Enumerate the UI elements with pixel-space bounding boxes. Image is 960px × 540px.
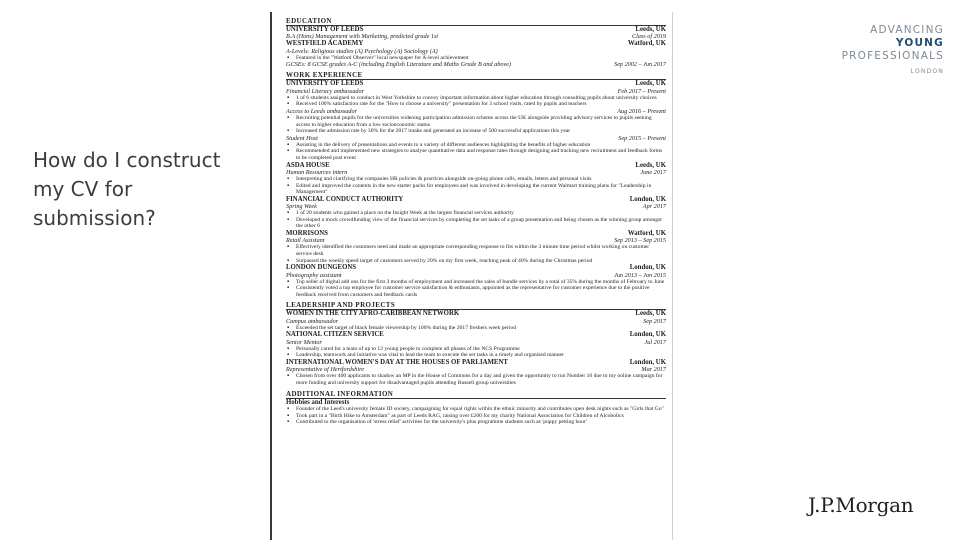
cv-entry-location: Leeds, UK [635,80,666,88]
cv-entry-header [286,40,666,47]
cv-bullet-point: ▪ Edited and improved the contents in the new starter packs for employees and was involved in developing the current Walmart training plans for "Leadership in Management" [286,183,666,196]
cv-entry-subheader [286,48,666,55]
cv-entry-header [286,26,666,33]
cv-entry-date: Aug 2016 – Present [617,108,666,115]
logo-line-professionals: PROFESSIONALS [841,50,944,62]
cv-entry-date: Sep 2002 – Jun 2017 [614,61,666,69]
cv-entry-role: Senior Mentor [286,338,322,346]
cv-entry-role: Human Resources intern [286,168,348,176]
cv-content [272,12,672,426]
cv-entry-role: GCSEs: 8 GCSE grades A-C (including English Literature and Maths Grade B and above) [286,61,511,69]
cv-entry-date: Sep 2013 – Sep 2015 [614,237,666,245]
cv-entry-subheader [286,169,666,176]
cv-entry-location: London, UK [629,331,666,339]
cv-bullet-point: ▪ Took part in a "Birth Hike to Amsterdam" as part of Leeds RAG, raising over £200 for my charity National Association for Children of Alcoholics [286,413,666,420]
cv-entry-subheader [286,135,666,142]
cv-entry-role: Student Host [286,134,318,142]
cv-entry-organisation: Hobbies and Interests [286,398,350,406]
cv-entry-header [286,310,666,317]
cv-bullet-point: ▪ Founder of the Leed's university female ID society, campaigning for equal rights within the ethnic minority and contributes open desk nights such as "Girls that Go" [286,406,666,413]
cv-entry-role: Photography assistant [286,271,342,279]
cv-entry-organisation: ASDA HOUSE [286,161,330,169]
cv-entry-role: Campus ambassador [286,317,339,325]
cv-entry-date: Mar 2017 [641,366,666,374]
cv-entry-location: Watford, UK [627,40,666,48]
cv-entry-location: Leeds, UK [635,161,666,169]
cv-bullet-point: ▪ Recommended and implemented new strategies to analyse quantitative data and response rates through designing and tracking new recruitment and feedback forms to be completed post event [286,148,666,161]
cv-entry-organisation: WOMEN IN THE CITY AFRO-CARIBBEAN NETWORK [286,310,460,318]
cv-entry-organisation: FINANCIAL CONDUCT AUTHORITY [286,195,404,203]
cv-entry-header [286,399,666,406]
cv-entry-role: Retail Assistant [286,237,325,245]
cv-entry-date: Sep 2015 – Present [618,134,666,142]
cv-bullet-point: ▪ Received 100% satisfaction rate for the "How to choose a university" presentation for 3 school visits, rated by pupils and teachers [286,101,666,108]
cv-entry-location: London, UK [629,264,666,272]
cv-bullet-point: ▪ Leadership, teamwork and initiative was vital to lead the team to execute the set tasks in a timely and organised manner [286,352,666,359]
logo-line-young: YOUNG [895,37,944,49]
cv-entry-header [286,331,666,338]
cv-entry-subheader [286,318,666,325]
cv-entry-organisation: UNIVERSITY OF LEEDS [286,80,364,88]
cv-entry-subheader [286,33,666,40]
cv-bullet-point: ▪ Chosen from over 400 applicants to shadow an MP in the House of Commons for a day and given the opportunity to run Number 10 due to my online campaign for more funding and university support for disadvantaged pupils attending Russell group universities [286,373,666,386]
cv-entry-subheader [286,61,666,68]
cv-entry-date: Jun 2013 – Jan 2015 [614,271,666,279]
logo-line-london: LONDON [910,68,944,75]
cv-section-heading: WORK EXPERIENCE [286,71,666,80]
cv-entry-date: Jul 2017 [644,338,666,346]
cv-entry-date: Sep 2017 [643,317,666,325]
cv-entry-role: Representative of Hertfordshire [286,366,365,374]
cv-bullet-point: ▪ Exceeded the set target of black female viewership by 100% during the 2017 freshers week period [286,325,666,332]
cv-entry-header [286,162,666,169]
cv-entry-organisation: LONDON DUNGEONS [286,264,357,272]
slide-question: How do I construct my CV for submission? [33,148,221,230]
cv-entry-location: London, UK [629,358,666,366]
cv-bullet-point: ▪ Interpreting and clarifying the companies HR policies & practices alongside on-going phone calls, emails, letters and personal visits [286,176,666,183]
cv-entry-date: June 2017 [640,168,666,176]
cv-entry-header [286,230,666,237]
cv-entry-header [286,359,666,366]
cv-entry-header [286,196,666,203]
cv-section-heading: ADDITIONAL INFORMATION [286,390,666,399]
cv-entry-date: Apr 2017 [642,203,666,211]
cv-entry-organisation: WESTFIELD ACADEMY [286,40,364,48]
cv-entry-role: Financial Literacy ambassador [286,87,365,95]
ayp-logo [832,24,944,78]
cv-entry-role: B.A (Hons) Management with Marketing, predicted grade 1st [286,33,439,41]
cv-section-heading: LEADERSHIP AND PROJECTS [286,301,666,310]
cv-bullet-point: ▪ 1 of 20 students who gained a place on the Insight Week at the largest financial services authority [286,210,666,217]
cv-entry-role: Access to Leeds ambassador [286,108,357,115]
cv-bullet-point: ▪ Top seller of digital add ons for the first 3 months of employment and increased the sales of bundle services by a total of 35% during the months of February to June [286,279,666,286]
cv-entry-role: A-Levels: Religious studies (A) Psychology (A) Sociology (A) [286,47,438,55]
cv-bullet-point: ▪ Consistently voted a top employee for customer service satisfaction & enthusiasm, appointed as the representative for customer experience due to the positive feedback received from customers and feedback cards [286,285,666,298]
cv-entry-location: Leeds, UK [635,310,666,318]
cv-bullet-point: ▪ Surpassed the weekly speed target of customers served by 20% on my first week, reaching peak of 40% during the Christmas period [286,258,666,265]
cv-bullet-point: ▪ Developed a mock crowdfunding view of the financial services by completing the set tasks of a group presentation and being chosen as the winning group amongst the other 6 [286,217,666,230]
logo-line-advancing: ADVANCING [870,24,944,36]
jp-morgan-logo: J.P.Morgan [808,493,914,517]
cv-bullet-point: ▪ Recruiting potential pupils for the universities widening participation admission scheme across the UK alongside providing advisory services to pupils seeking access to higher education from a low socioeconomic status [286,115,666,128]
cv-entry-organisation: INTERNATIONAL WOMEN'S DAY AT THE HOUSES OF PARLIAMENT [286,358,508,366]
cv-entry-organisation: MORRISONS [286,229,328,237]
cv-bullet-point: ▪ 1 of 6 students assigned to conduct in West Yorkshire to convey important information about higher education through consulting pupils about university choices [286,95,666,102]
cv-entry-role: Spring Week [286,203,317,211]
cv-entry-organisation: UNIVERSITY OF LEEDS [286,26,364,33]
cv-entry-header [286,80,666,87]
cv-bullet-point: ▪ Increased the admission rate by 30% for the 2017 intake and generated an increase of 500 successful applications this year [286,128,666,135]
cv-entry-location: London, UK [629,195,666,203]
cv-entry-organisation: NATIONAL CITIZEN SERVICE [286,331,384,339]
cv-bullet-point: ▪ Contributed to the organisation of 'stress relief' activities for the university's plus programme students such as 'puppy petting hour' [286,419,666,426]
cv-bullet-point: ▪ Featured in the "Watford Observer" local newspaper for A-level achievement [286,55,666,62]
cv-bullet-point: ▪ Assisting in the delivery of presentations and events to a variety of different audiences highlighting the benefits of higher education [286,142,666,149]
cv-entry-location: Watford, UK [627,229,666,237]
cv-entry-date: Class of 2019 [631,33,666,41]
cv-section-heading: EDUCATION [286,17,666,26]
cv-entry-date: Feb 2017 – Present [617,87,666,95]
cv-entry-subheader [286,339,666,346]
cv-bullet-point: ▪ Personally cared for a team of up to 12 young people to complete all phases of the NCS Programme [286,346,666,353]
cv-entry-header [286,264,666,271]
cv-entry-subheader [286,272,666,279]
cv-bullet-point: ▪ Effectively identified the customers need and made an appropriate corresponding response to fits within the 3 minute time period whilst working on customer service desk [286,244,666,257]
cv-entry-location: Leeds, UK [635,26,666,33]
cv-document [270,12,673,540]
cv-entry-subheader [286,108,666,115]
cv-entry-subheader [286,88,666,95]
